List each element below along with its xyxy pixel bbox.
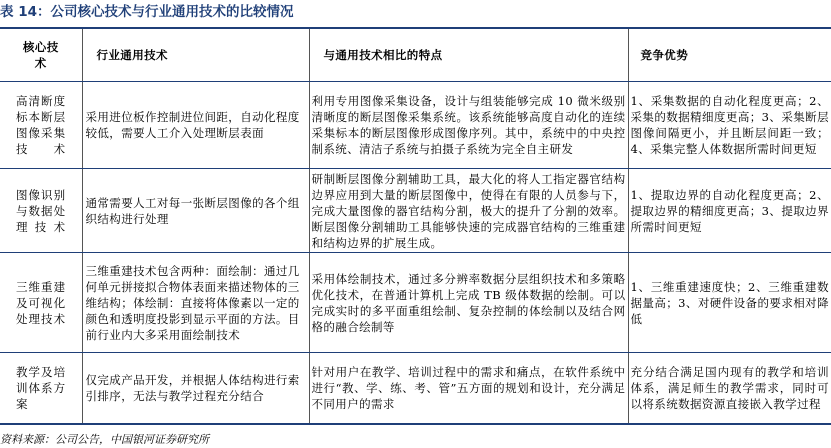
table-row: [0, 169, 831, 253]
header-advantages: 竞争优势: [628, 28, 831, 82]
cell-core-tech: 图像识别与数据处理技术: [0, 169, 82, 253]
cell-general-tech: 采用进位板作控制进位间距，自动化程度较低，需要人工介入处理断层表面: [82, 82, 309, 169]
cell-features: 采用体绘制技术，通过多分辨率数据分层组织技术和多策略优化技术，在普通计算机上完成 TB 级体数据的绘制。可以完成实时的多平面重组绘制、复杂控制的体绘制以及结合网格的融合绘制等: [309, 253, 628, 353]
cell-core-tech: 三维重建及可视化处理技术: [0, 253, 82, 353]
table-row: [0, 82, 831, 169]
cell-advantages: 1、提取边界的自动化程度更高；2、提取边界的精细度更高；3、提取边界所需时间更短: [628, 169, 831, 253]
cell-advantages: 充分结合满足国内现有的教学和培训体系，满足师生的教学需求，同时可以将系统数据资源直接嵌入教学过程: [628, 353, 831, 424]
cell-general-tech: 仅完成产品开发，并根据人体结构进行索引排序，无法与教学过程充分结合: [82, 353, 309, 424]
cell-features: 利用专用图像采集设备，设计与组装能够完成 10 微米级别清晰度的断层图像采集系统。该系统能够高度自动化的连续采集标本的断层图像形成图像序列。其中，系统中的中央控制系统、清洁子系统与拍摄子系统为完全自主研发: [309, 82, 628, 169]
header-general-tech: 行业通用技术: [82, 28, 309, 82]
table-title: 表 14：公司核心技术与行业通用技术的比较情况: [0, 4, 294, 20]
source-note: 资料来源：公司公告，中国银河证券研究所: [0, 433, 209, 446]
cell-advantages: 1、采集数据的自动化程度更高；2、采集的数据精细度更高；3、采集断层图像间隔更小，并且断层间距一致；4、采集完整人体数据所需时间更短: [628, 82, 831, 169]
cell-core-tech: 教学及培训体系方案: [0, 353, 82, 424]
header-core-tech: 核心技术: [0, 28, 82, 82]
cell-general-tech: 三维重建技术包含两种：面绘制：通过几何单元拼接拟合物体表面来描述物体的三维结构；体绘制：直接将体像素以一定的颜色和透明度投影到显示平面的方法。目前行业内大多采用面绘制技术: [82, 253, 309, 353]
cell-general-tech: 通常需要人工对每一张断层图像的各个组织结构进行处理: [82, 169, 309, 253]
cell-core-tech: 高清断度标本断层图像采集技术: [0, 82, 82, 169]
header-features: 与通用技术相比的特点: [309, 28, 628, 82]
table-row: [0, 353, 831, 424]
cell-advantages: 1、三维重建速度快；2、三维重建数据量高；3、对硬件设备的要求相对降低: [628, 253, 831, 353]
cell-features: 针对用户在教学、培训过程中的需求和痛点，在软件系统中进行“教、学、练、考、管”五方面的规划和设计，充分满足不同用户的需求: [309, 353, 628, 424]
comparison-table: [0, 27, 831, 425]
table-row: [0, 253, 831, 353]
cell-features: 研制断层图像分割辅助工具，最大化的将人工指定器官结构边界应用到大量的断层图像中，使得在有限的人员参与下，完成大量图像的器官结构分割，极大的提升了分割的效率。断层图像分割辅助工具能够快速的完成器官结构的三维重建和结构边界的扩展生成。: [309, 169, 628, 253]
header-row: [0, 28, 831, 82]
